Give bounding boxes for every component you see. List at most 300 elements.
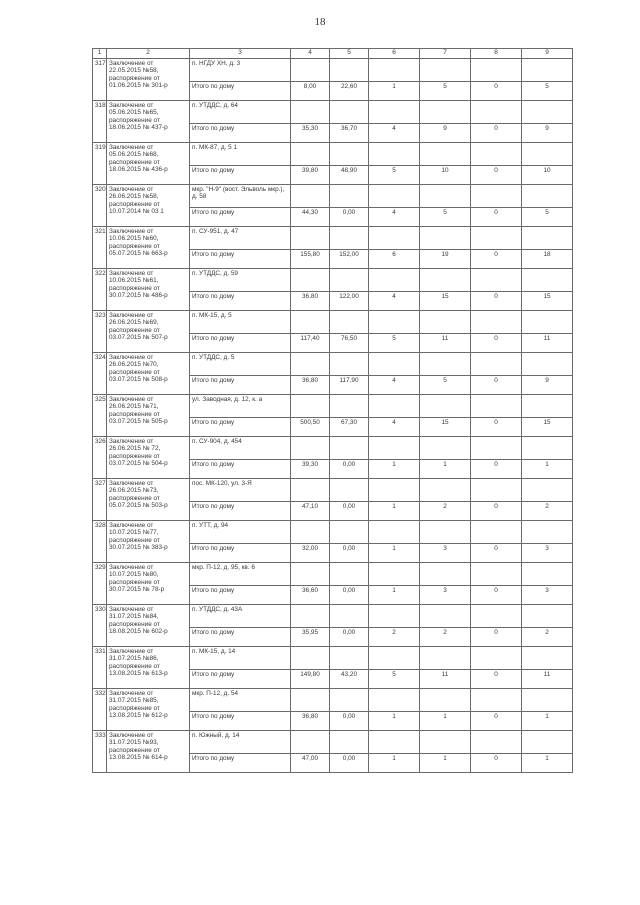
- empty-cell: [369, 647, 420, 670]
- count-cell: 5: [369, 334, 420, 353]
- count-cell: 4: [369, 124, 420, 143]
- empty-cell: [369, 59, 420, 82]
- count-cell: 1: [522, 754, 573, 773]
- table-row: [93, 437, 573, 460]
- count-cell: 2: [420, 628, 471, 647]
- area-cell: 39,80: [291, 166, 330, 185]
- area-cell: 36,80: [291, 712, 330, 731]
- empty-cell: [420, 563, 471, 586]
- area-cell: 0,00: [330, 754, 369, 773]
- table-row: [93, 521, 573, 544]
- decision-text: Заключение от 26.06.2015 № 72, распоряжение от 03.07.2015 № 504-р: [107, 437, 190, 479]
- empty-cell: [369, 143, 420, 166]
- record-number: 323: [93, 311, 107, 353]
- empty-cell: [330, 185, 369, 208]
- area-cell: 36,80: [291, 292, 330, 311]
- area-cell: 149,80: [291, 670, 330, 689]
- count-cell: 1: [420, 754, 471, 773]
- count-cell: 11: [420, 670, 471, 689]
- empty-cell: [522, 689, 573, 712]
- address-cell: п. МК-15, д. 5: [190, 311, 291, 334]
- area-cell: 0,00: [330, 628, 369, 647]
- count-cell: 15: [420, 292, 471, 311]
- area-cell: 36,60: [291, 586, 330, 605]
- total-label: Итого по дому: [190, 82, 291, 101]
- empty-cell: [369, 521, 420, 544]
- area-cell: 67,30: [330, 418, 369, 437]
- empty-cell: [522, 437, 573, 460]
- total-label: Итого по дому: [190, 460, 291, 479]
- empty-cell: [330, 731, 369, 754]
- count-cell: 0: [471, 670, 522, 689]
- count-cell: 3: [420, 544, 471, 563]
- empty-cell: [420, 353, 471, 376]
- total-label: Итого по дому: [190, 166, 291, 185]
- table-row: [93, 689, 573, 712]
- record-number: 333: [93, 731, 107, 773]
- area-cell: 22,60: [330, 82, 369, 101]
- area-cell: 44,30: [291, 208, 330, 227]
- total-label: Итого по дому: [190, 334, 291, 353]
- count-cell: 1: [522, 712, 573, 731]
- column-header: 3: [190, 49, 291, 59]
- decision-text: Заключение от 10.06.2015 №61, распоряжение от 30.07.2015 № 486-р: [107, 269, 190, 311]
- table-row: [93, 605, 573, 628]
- address-cell: п. Южный, д. 14: [190, 731, 291, 754]
- empty-cell: [420, 731, 471, 754]
- count-cell: 11: [522, 334, 573, 353]
- record-number: 317: [93, 59, 107, 101]
- empty-cell: [369, 479, 420, 502]
- empty-cell: [330, 563, 369, 586]
- empty-cell: [330, 605, 369, 628]
- empty-cell: [369, 353, 420, 376]
- area-cell: 47,00: [291, 754, 330, 773]
- empty-cell: [330, 353, 369, 376]
- decision-text: Заключение от 26.06.2015 №73, распоряжение от 05.07.2015 № 503-р: [107, 479, 190, 521]
- total-label: Итого по дому: [190, 628, 291, 647]
- area-cell: 48,90: [330, 166, 369, 185]
- decision-text: Заключение от 10.07.2015 №80, распоряжение от 30.07.2015 № 78-р: [107, 563, 190, 605]
- empty-cell: [420, 311, 471, 334]
- empty-cell: [420, 605, 471, 628]
- empty-cell: [471, 479, 522, 502]
- column-header: 6: [369, 49, 420, 59]
- table-row: [93, 269, 573, 292]
- empty-cell: [291, 395, 330, 418]
- area-cell: 76,50: [330, 334, 369, 353]
- empty-cell: [471, 101, 522, 124]
- record-number: 322: [93, 269, 107, 311]
- column-header: 4: [291, 49, 330, 59]
- empty-cell: [369, 689, 420, 712]
- area-cell: 8,00: [291, 82, 330, 101]
- empty-cell: [369, 605, 420, 628]
- empty-cell: [522, 59, 573, 82]
- total-label: Итого по дому: [190, 124, 291, 143]
- empty-cell: [330, 437, 369, 460]
- count-cell: 0: [471, 292, 522, 311]
- column-header: 1: [93, 49, 107, 59]
- empty-cell: [420, 479, 471, 502]
- area-cell: 43,20: [330, 670, 369, 689]
- empty-cell: [420, 101, 471, 124]
- empty-cell: [420, 647, 471, 670]
- area-cell: 0,00: [330, 712, 369, 731]
- table-row: [93, 311, 573, 334]
- decision-text: Заключение от 26.06.2015 №70, распоряжение от 03.07.2015 № 508-р: [107, 353, 190, 395]
- area-cell: 0,00: [330, 502, 369, 521]
- total-label: Итого по дому: [190, 208, 291, 227]
- empty-cell: [291, 353, 330, 376]
- address-cell: мкр. П-12, д. 95, кв. 6: [190, 563, 291, 586]
- decision-text: Заключение от 26.06.2015 №71, распоряжение от 03.07.2015 № 505-р: [107, 395, 190, 437]
- column-header: 9: [522, 49, 573, 59]
- record-number: 328: [93, 521, 107, 563]
- count-cell: 0: [471, 754, 522, 773]
- total-label: Итого по дому: [190, 376, 291, 395]
- area-cell: 500,50: [291, 418, 330, 437]
- decision-text: Заключение от 26.06.2015 №69, распоряжение от 03.07.2015 № 507-р: [107, 311, 190, 353]
- empty-cell: [330, 269, 369, 292]
- total-label: Итого по дому: [190, 292, 291, 311]
- count-cell: 0: [471, 586, 522, 605]
- empty-cell: [522, 647, 573, 670]
- area-cell: 36,70: [330, 124, 369, 143]
- count-cell: 2: [369, 628, 420, 647]
- record-number: 329: [93, 563, 107, 605]
- record-number: 319: [93, 143, 107, 185]
- address-cell: п. УТДДС, д. 59: [190, 269, 291, 292]
- area-cell: 35,30: [291, 124, 330, 143]
- empty-cell: [330, 227, 369, 250]
- empty-cell: [522, 269, 573, 292]
- count-cell: 2: [522, 502, 573, 521]
- address-cell: п. УТТ, д. 94: [190, 521, 291, 544]
- column-header: 2: [107, 49, 190, 59]
- count-cell: 1: [369, 82, 420, 101]
- count-cell: 5: [522, 82, 573, 101]
- empty-cell: [522, 143, 573, 166]
- empty-cell: [291, 227, 330, 250]
- total-label: Итого по дому: [190, 502, 291, 521]
- empty-cell: [291, 689, 330, 712]
- count-cell: 19: [420, 250, 471, 269]
- area-cell: 152,00: [330, 250, 369, 269]
- count-cell: 0: [471, 544, 522, 563]
- decision-text: Заключение от 26.06.2015 №58, распоряжение от 10.07.2014 № 03 1: [107, 185, 190, 227]
- address-cell: п. УТДДС, д. 43А: [190, 605, 291, 628]
- area-cell: 36,80: [291, 376, 330, 395]
- address-cell: п. МК-87, д. 5 1: [190, 143, 291, 166]
- count-cell: 5: [522, 208, 573, 227]
- empty-cell: [522, 605, 573, 628]
- area-cell: 32,00: [291, 544, 330, 563]
- address-cell: п. УТДДС, д. 64: [190, 101, 291, 124]
- empty-cell: [330, 101, 369, 124]
- count-cell: 5: [420, 376, 471, 395]
- empty-cell: [471, 563, 522, 586]
- address-cell: мкр. П-12, д. 54: [190, 689, 291, 712]
- empty-cell: [471, 353, 522, 376]
- count-cell: 3: [420, 586, 471, 605]
- count-cell: 0: [471, 628, 522, 647]
- count-cell: 0: [471, 334, 522, 353]
- empty-cell: [330, 689, 369, 712]
- count-cell: 5: [420, 208, 471, 227]
- count-cell: 1: [369, 460, 420, 479]
- address-cell: мкр. "Н-9" (вост. Эльволь мкр.), д. 58: [190, 185, 291, 208]
- total-label: Итого по дому: [190, 418, 291, 437]
- count-cell: 0: [471, 712, 522, 731]
- count-cell: 1: [369, 544, 420, 563]
- area-cell: 0,00: [330, 208, 369, 227]
- empty-cell: [369, 101, 420, 124]
- record-number: 326: [93, 437, 107, 479]
- count-cell: 15: [522, 418, 573, 437]
- total-label: Итого по дому: [190, 754, 291, 773]
- housing-register-table: [92, 48, 573, 773]
- record-number: 318: [93, 101, 107, 143]
- area-cell: 155,80: [291, 250, 330, 269]
- area-cell: 117,40: [291, 334, 330, 353]
- record-number: 321: [93, 227, 107, 269]
- address-cell: п. НГДУ ХН, д. 3: [190, 59, 291, 82]
- empty-cell: [291, 185, 330, 208]
- empty-cell: [420, 185, 471, 208]
- count-cell: 0: [471, 502, 522, 521]
- count-cell: 4: [369, 292, 420, 311]
- record-number: 320: [93, 185, 107, 227]
- count-cell: 0: [471, 82, 522, 101]
- count-cell: 1: [369, 586, 420, 605]
- total-label: Итого по дому: [190, 250, 291, 269]
- empty-cell: [291, 563, 330, 586]
- decision-text: Заключение от 22.05.2015 №58, распоряжение от 01.06.2015 № 301-р: [107, 59, 190, 101]
- table-row: [93, 353, 573, 376]
- count-cell: 10: [522, 166, 573, 185]
- area-cell: 35,95: [291, 628, 330, 647]
- count-cell: 9: [420, 124, 471, 143]
- count-cell: 1: [420, 460, 471, 479]
- total-label: Итого по дому: [190, 670, 291, 689]
- empty-cell: [330, 479, 369, 502]
- column-header-row: [93, 49, 573, 59]
- total-label: Итого по дому: [190, 544, 291, 563]
- empty-cell: [471, 143, 522, 166]
- address-cell: п. МК-15, д. 14: [190, 647, 291, 670]
- page-number: 18: [314, 16, 326, 28]
- empty-cell: [291, 101, 330, 124]
- empty-cell: [522, 353, 573, 376]
- empty-cell: [330, 521, 369, 544]
- empty-cell: [522, 311, 573, 334]
- count-cell: 18: [522, 250, 573, 269]
- empty-cell: [471, 437, 522, 460]
- count-cell: 11: [420, 334, 471, 353]
- table-row: [93, 59, 573, 82]
- column-header: 8: [471, 49, 522, 59]
- count-cell: 1: [369, 754, 420, 773]
- count-cell: 0: [471, 376, 522, 395]
- empty-cell: [471, 59, 522, 82]
- empty-cell: [330, 647, 369, 670]
- decision-text: Заключение от 31.07.2015 №86, распоряжение от 13.08.2015 № 613-р: [107, 647, 190, 689]
- empty-cell: [330, 59, 369, 82]
- table-row: [93, 101, 573, 124]
- empty-cell: [522, 101, 573, 124]
- empty-cell: [420, 143, 471, 166]
- total-label: Итого по дому: [190, 712, 291, 731]
- empty-cell: [369, 227, 420, 250]
- count-cell: 1: [369, 712, 420, 731]
- empty-cell: [471, 647, 522, 670]
- empty-cell: [420, 521, 471, 544]
- count-cell: 2: [420, 502, 471, 521]
- decision-text: Заключение от 31.07.2015 №93, распоряжение от 13.08.2015 № 614-р: [107, 731, 190, 773]
- empty-cell: [522, 227, 573, 250]
- count-cell: 4: [369, 418, 420, 437]
- empty-cell: [522, 395, 573, 418]
- area-cell: 0,00: [330, 460, 369, 479]
- empty-cell: [471, 689, 522, 712]
- count-cell: 15: [522, 292, 573, 311]
- record-number: 324: [93, 353, 107, 395]
- table-body: [93, 49, 573, 773]
- area-cell: 0,00: [330, 586, 369, 605]
- empty-cell: [369, 395, 420, 418]
- address-cell: п. УТДДС, д. 5: [190, 353, 291, 376]
- table-row: [93, 143, 573, 166]
- empty-cell: [291, 311, 330, 334]
- count-cell: 3: [522, 544, 573, 563]
- empty-cell: [330, 143, 369, 166]
- count-cell: 0: [471, 166, 522, 185]
- empty-cell: [522, 185, 573, 208]
- empty-cell: [291, 647, 330, 670]
- total-label: Итого по дому: [190, 586, 291, 605]
- empty-cell: [471, 395, 522, 418]
- empty-cell: [291, 437, 330, 460]
- empty-cell: [471, 227, 522, 250]
- count-cell: 10: [420, 166, 471, 185]
- count-cell: 3: [522, 586, 573, 605]
- empty-cell: [420, 437, 471, 460]
- table-row: [93, 731, 573, 754]
- empty-cell: [291, 479, 330, 502]
- area-cell: 122,00: [330, 292, 369, 311]
- decision-text: Заключение от 10.06.2015 №60, распоряжение от 05.07.2015 № 663-р: [107, 227, 190, 269]
- area-cell: 47,10: [291, 502, 330, 521]
- decision-text: Заключение от 05.06.2015 №65, распоряжение от 18.06.2015 № 437-р: [107, 101, 190, 143]
- count-cell: 0: [471, 250, 522, 269]
- empty-cell: [420, 689, 471, 712]
- column-header: 7: [420, 49, 471, 59]
- count-cell: 1: [369, 502, 420, 521]
- empty-cell: [369, 185, 420, 208]
- decision-text: Заключение от 31.07.2015 №84, распоряжение от 18.08.2015 № 602-р: [107, 605, 190, 647]
- address-cell: пос. МК-120, ул. 3-Я: [190, 479, 291, 502]
- empty-cell: [471, 311, 522, 334]
- empty-cell: [522, 479, 573, 502]
- address-cell: п. СУ-951, д. 47: [190, 227, 291, 250]
- column-header: 5: [330, 49, 369, 59]
- record-number: 331: [93, 647, 107, 689]
- empty-cell: [291, 269, 330, 292]
- empty-cell: [369, 563, 420, 586]
- count-cell: 2: [522, 628, 573, 647]
- count-cell: 5: [369, 670, 420, 689]
- record-number: 325: [93, 395, 107, 437]
- address-cell: п. СУ-904, д. 454: [190, 437, 291, 460]
- table-row: [93, 647, 573, 670]
- empty-cell: [291, 521, 330, 544]
- empty-cell: [420, 395, 471, 418]
- empty-cell: [369, 269, 420, 292]
- count-cell: 0: [471, 460, 522, 479]
- empty-cell: [369, 311, 420, 334]
- address-cell: ул. Заводная, д. 12, к. а: [190, 395, 291, 418]
- count-cell: 1: [522, 460, 573, 479]
- empty-cell: [291, 59, 330, 82]
- count-cell: 0: [471, 124, 522, 143]
- count-cell: 4: [369, 208, 420, 227]
- count-cell: 9: [522, 124, 573, 143]
- empty-cell: [420, 269, 471, 292]
- empty-cell: [471, 269, 522, 292]
- record-number: 332: [93, 689, 107, 731]
- empty-cell: [291, 731, 330, 754]
- empty-cell: [522, 521, 573, 544]
- area-cell: 0,00: [330, 544, 369, 563]
- empty-cell: [291, 605, 330, 628]
- empty-cell: [471, 185, 522, 208]
- decision-text: Заключение от 10.07.2015 №77, распоряжение от 30.07.2015 № 383-р: [107, 521, 190, 563]
- count-cell: 4: [369, 376, 420, 395]
- count-cell: 5: [369, 166, 420, 185]
- empty-cell: [420, 59, 471, 82]
- table-row: [93, 227, 573, 250]
- count-cell: 0: [471, 418, 522, 437]
- empty-cell: [369, 731, 420, 754]
- empty-cell: [471, 731, 522, 754]
- table-row: [93, 185, 573, 208]
- count-cell: 0: [471, 208, 522, 227]
- table-row: [93, 563, 573, 586]
- count-cell: 15: [420, 418, 471, 437]
- table-row: [93, 395, 573, 418]
- empty-cell: [369, 437, 420, 460]
- count-cell: 11: [522, 670, 573, 689]
- decision-text: Заключение от 31.07.2015 №85, распоряжение от 13.08.2015 № 612-р: [107, 689, 190, 731]
- empty-cell: [330, 311, 369, 334]
- area-cell: 39,30: [291, 460, 330, 479]
- table-row: [93, 479, 573, 502]
- count-cell: 1: [420, 712, 471, 731]
- count-cell: 9: [522, 376, 573, 395]
- record-number: 330: [93, 605, 107, 647]
- empty-cell: [471, 521, 522, 544]
- area-cell: 117,90: [330, 376, 369, 395]
- empty-cell: [420, 227, 471, 250]
- empty-cell: [291, 143, 330, 166]
- count-cell: 6: [369, 250, 420, 269]
- record-number: 327: [93, 479, 107, 521]
- empty-cell: [471, 605, 522, 628]
- empty-cell: [522, 731, 573, 754]
- empty-cell: [330, 395, 369, 418]
- decision-text: Заключение от 05.06.2015 №68, распоряжение от 18.06.2015 № 436-р: [107, 143, 190, 185]
